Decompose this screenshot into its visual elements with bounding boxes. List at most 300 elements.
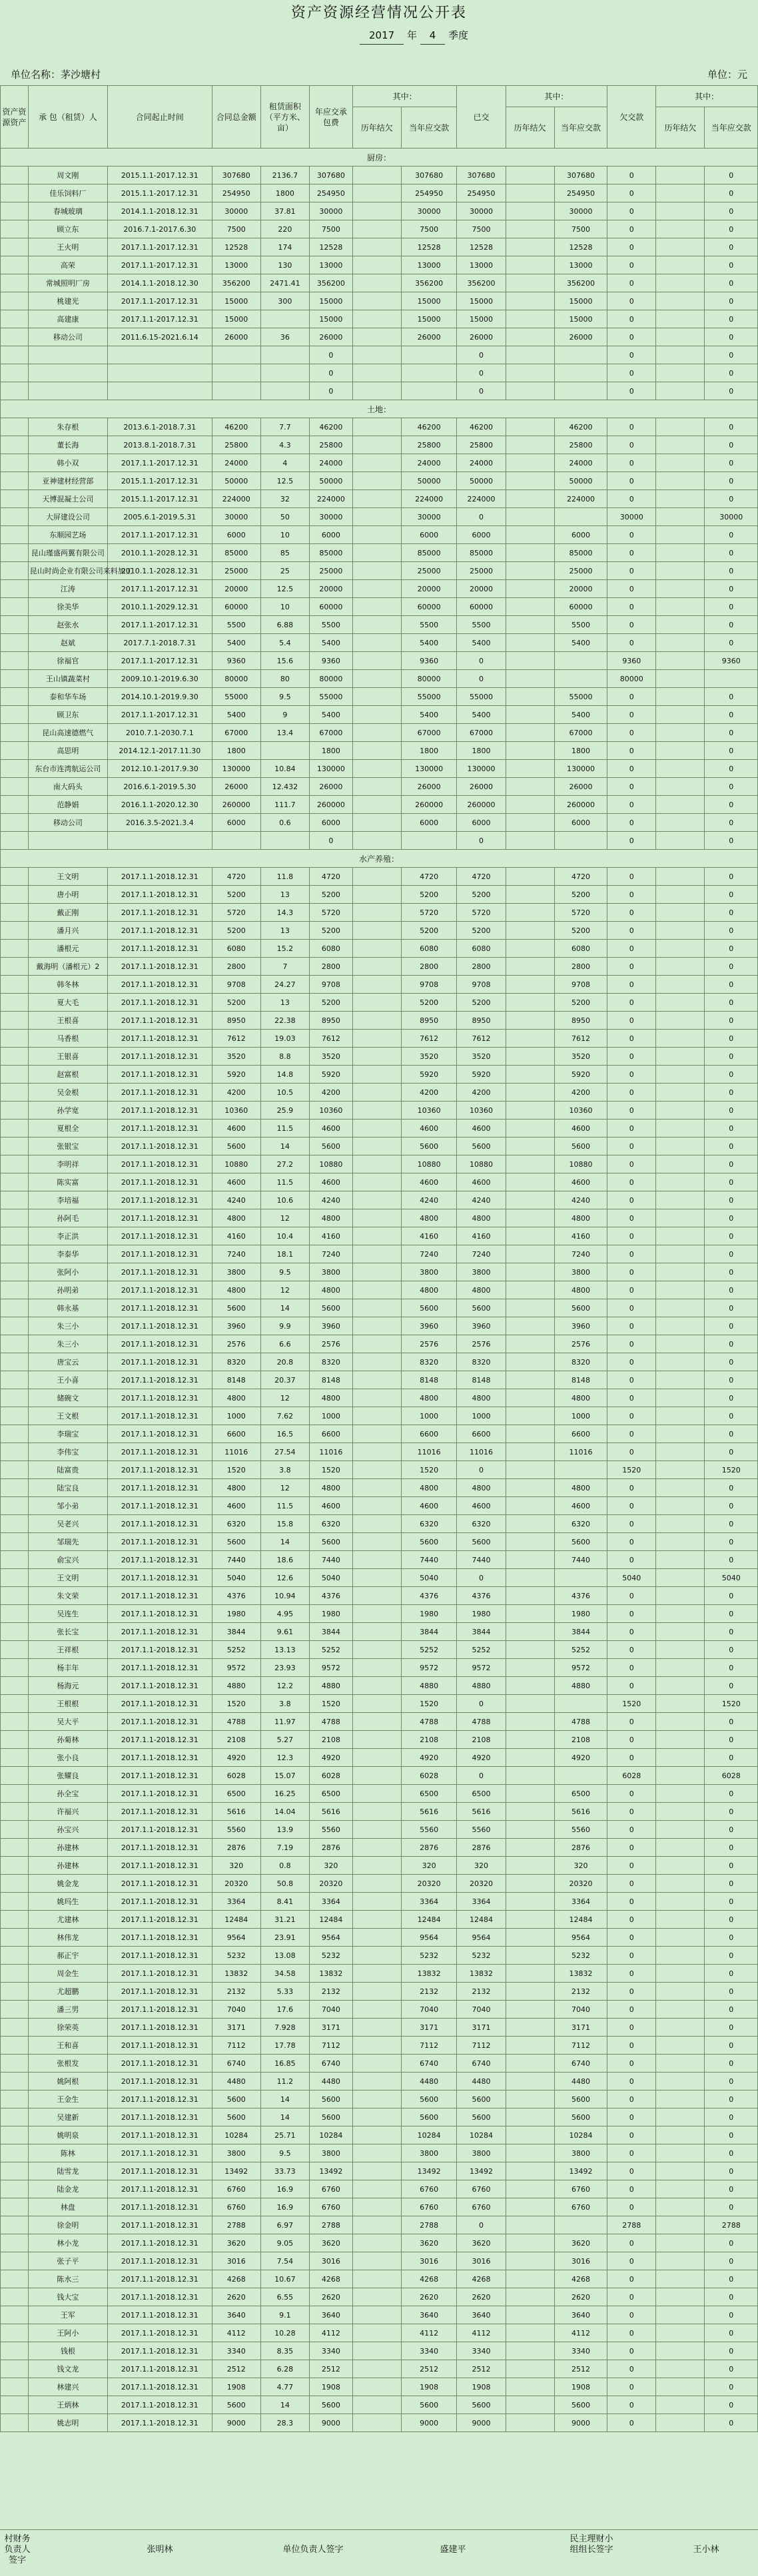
cell-a: 16.9	[260, 2198, 309, 2216]
cell-a: 6.55	[260, 2288, 309, 2306]
cell-cu: 5616	[401, 1803, 457, 1821]
cell-pd: 224000	[457, 490, 506, 508]
cell-ph	[506, 688, 554, 706]
cell-pc: 4800	[554, 1281, 607, 1299]
cell-d: 7240	[309, 1245, 352, 1263]
cell-pc: 5400	[554, 634, 607, 652]
cell-a: 11.8	[260, 868, 309, 886]
cell-t: 3016	[212, 2252, 260, 2270]
asset-cell	[1, 1155, 29, 1173]
table-row	[1, 1137, 758, 1155]
cell-cu: 5600	[401, 2091, 457, 2108]
cell-oc: 0	[705, 1048, 758, 1066]
cell-a: 12.6	[260, 1569, 309, 1587]
cell-h	[352, 1120, 401, 1137]
table-row	[1, 274, 758, 292]
cell-ph	[506, 1587, 554, 1605]
cell-d: 5600	[309, 2396, 352, 2414]
cell-p: 2017.1.1-2018.12.31	[107, 2162, 212, 2180]
cell-ph	[506, 2342, 554, 2360]
cell-t: 4920	[212, 1749, 260, 1767]
cell-o: 0	[607, 1173, 656, 1191]
cell-d: 9360	[309, 652, 352, 670]
asset-cell	[1, 1497, 29, 1515]
cell-a: 11.2	[260, 2073, 309, 2091]
cell-pd: 4480	[457, 2073, 506, 2091]
cell-t: 8148	[212, 1371, 260, 1389]
cell-pc: 5200	[554, 886, 607, 904]
cell-a: 10.6	[260, 1191, 309, 1209]
cell-h	[352, 2108, 401, 2126]
cell-o: 0	[607, 346, 656, 364]
cell-o: 0	[607, 1155, 656, 1173]
cell-o: 80000	[607, 670, 656, 688]
cell-t: 6028	[212, 1767, 260, 1785]
cell-a: 5.4	[260, 634, 309, 652]
header-curr-paid: 当年应交款	[554, 107, 607, 149]
table-row	[1, 2144, 758, 2162]
cell-t: 320	[212, 1857, 260, 1875]
cell-oh	[656, 1569, 705, 1587]
cell-a: 220	[260, 220, 309, 238]
cell-pd: 3800	[457, 2144, 506, 2162]
cell-d: 1800	[309, 742, 352, 760]
cell-t: 4376	[212, 1587, 260, 1605]
cell-d: 4800	[309, 1209, 352, 1227]
cell-oh	[656, 724, 705, 742]
asset-cell	[1, 1299, 29, 1317]
cell-ph	[506, 310, 554, 328]
cell-oh	[656, 328, 705, 346]
cell-a: 11.5	[260, 1120, 309, 1137]
cell-pc: 5720	[554, 904, 607, 922]
cell-oh	[656, 508, 705, 526]
cell-d: 4800	[309, 1389, 352, 1407]
cell-cu: 4200	[401, 1084, 457, 1102]
cell-ph	[506, 580, 554, 598]
cell-t: 6320	[212, 1515, 260, 1533]
table-row	[1, 1857, 758, 1875]
cell-h	[352, 472, 401, 490]
cell-ph	[506, 1317, 554, 1335]
cell-oc: 0	[705, 1821, 758, 1839]
cell-ph	[506, 1821, 554, 1839]
cell-pd: 10360	[457, 1102, 506, 1120]
cell-oh	[656, 1030, 705, 1048]
unit-head-label: 单位负责人签字	[282, 2545, 344, 2555]
cell-ph	[506, 436, 554, 454]
cell-pd: 1000	[457, 1407, 506, 1425]
cell-d: 12484	[309, 1911, 352, 1929]
cell-oc: 0	[705, 274, 758, 292]
cell-oh	[656, 292, 705, 310]
asset-cell	[1, 1353, 29, 1371]
cell-d: 9564	[309, 1929, 352, 1947]
cell-pd: 2876	[457, 1839, 506, 1857]
cell-h	[352, 1929, 401, 1947]
cell-oc: 0	[705, 1263, 758, 1281]
header-paid-breakdown: 其中：	[506, 86, 607, 107]
cell-oc: 0	[705, 1120, 758, 1137]
cell-ph	[506, 886, 554, 904]
cell-t: 26000	[212, 328, 260, 346]
cell-a: 50	[260, 508, 309, 526]
cell-t: 4720	[212, 868, 260, 886]
cell-c: 王银喜	[28, 1048, 107, 1066]
cell-pd: 4800	[457, 1209, 506, 1227]
cell-h	[352, 1209, 401, 1227]
cell-o: 0	[607, 436, 656, 454]
table-row	[1, 598, 758, 616]
cell-o: 0	[607, 2073, 656, 2091]
cell-d: 6760	[309, 2198, 352, 2216]
cell-ph	[506, 1965, 554, 1983]
cell-pc: 4800	[554, 1389, 607, 1407]
cell-oh	[656, 922, 705, 940]
cell-oh	[656, 1605, 705, 1623]
cell-o: 0	[607, 1209, 656, 1227]
cell-cu: 7612	[401, 1030, 457, 1048]
cell-pd: 6500	[457, 1785, 506, 1803]
cell-h	[352, 2270, 401, 2288]
cell-pd: 50000	[457, 472, 506, 490]
cell-a: 11.97	[260, 1713, 309, 1731]
cell-pd: 0	[457, 652, 506, 670]
cell-pd: 3800	[457, 1263, 506, 1281]
cell-oh	[656, 220, 705, 238]
cell-pc: 5600	[554, 2091, 607, 2108]
cell-cu: 15000	[401, 310, 457, 328]
cell-d: 5500	[309, 616, 352, 634]
table-row	[1, 1012, 758, 1030]
cell-pd: 4268	[457, 2270, 506, 2288]
table-row	[1, 2001, 758, 2019]
cell-d: 12528	[309, 238, 352, 256]
cell-t	[212, 832, 260, 850]
cell-t: 5600	[212, 1137, 260, 1155]
cell-pc: 2876	[554, 1839, 607, 1857]
cell-p: 2017.1.1-2017.12.31	[107, 310, 212, 328]
cell-pc: 50000	[554, 472, 607, 490]
cell-p: 2017.1.1-2018.12.31	[107, 1605, 212, 1623]
cell-a: 0.8	[260, 1857, 309, 1875]
asset-cell	[1, 328, 29, 346]
cell-t: 20000	[212, 580, 260, 598]
cell-oh	[656, 1137, 705, 1155]
cell-oc: 0	[705, 2126, 758, 2144]
cell-ph	[506, 2019, 554, 2037]
table-row	[1, 1479, 758, 1497]
cell-oc: 0	[705, 2288, 758, 2306]
cell-p: 2017.1.1-2018.12.31	[107, 2144, 212, 2162]
cell-cu: 130000	[401, 760, 457, 778]
cell-t: 5600	[212, 1299, 260, 1317]
cell-t: 5400	[212, 634, 260, 652]
asset-cell	[1, 418, 29, 436]
cell-oh	[656, 1929, 705, 1947]
cell-cu: 4920	[401, 1749, 457, 1767]
cell-p: 2017.1.1-2018.12.31	[107, 1965, 212, 1983]
cell-oc: 0	[705, 1677, 758, 1695]
cell-c: 孙建林	[28, 1857, 107, 1875]
cell-o: 0	[607, 490, 656, 508]
cell-p: 2017.1.1-2018.12.31	[107, 2342, 212, 2360]
cell-cu: 5600	[401, 1137, 457, 1155]
cell-c: 郝正宇	[28, 1947, 107, 1965]
cell-h	[352, 1533, 401, 1551]
cell-t: 25000	[212, 562, 260, 580]
cell-t: 7040	[212, 2001, 260, 2019]
cell-c: 王金生	[28, 2091, 107, 2108]
asset-cell	[1, 2180, 29, 2198]
cell-o: 0	[607, 1731, 656, 1749]
cell-d: 10284	[309, 2126, 352, 2144]
cell-o: 9360	[607, 652, 656, 670]
cell-oh	[656, 2216, 705, 2234]
cell-d: 7040	[309, 2001, 352, 2019]
asset-cell	[1, 2414, 29, 2432]
cell-p: 2017.1.1-2018.12.31	[107, 2091, 212, 2108]
cell-a: 4	[260, 454, 309, 472]
cell-o: 0	[607, 1102, 656, 1120]
cell-oc: 0	[705, 1299, 758, 1317]
cell-o: 0	[607, 580, 656, 598]
cell-oh	[656, 2019, 705, 2037]
cell-a: 50.8	[260, 1875, 309, 1893]
cell-h	[352, 886, 401, 904]
cell-c: 李伟宝	[28, 1443, 107, 1461]
cell-pc: 13000	[554, 256, 607, 274]
cell-pd: 5400	[457, 634, 506, 652]
cell-d: 320	[309, 1857, 352, 1875]
cell-o: 0	[607, 310, 656, 328]
cell-pc: 25800	[554, 436, 607, 454]
cell-cu: 10284	[401, 2126, 457, 2144]
cell-o: 0	[607, 220, 656, 238]
table-row	[1, 1677, 758, 1695]
cell-ph	[506, 238, 554, 256]
table-row	[1, 940, 758, 958]
asset-cell	[1, 220, 29, 238]
cell-cu	[401, 832, 457, 850]
cell-p: 2010.1.1-2029.12.31	[107, 598, 212, 616]
cell-h	[352, 1407, 401, 1425]
cell-d: 6320	[309, 1515, 352, 1533]
cell-cu: 3171	[401, 2019, 457, 2037]
cell-c: 移动公司	[28, 814, 107, 832]
cell-pc: 5252	[554, 1641, 607, 1659]
header-curr-owed: 当年应交款	[705, 107, 758, 149]
cell-c: 江涛	[28, 580, 107, 598]
cell-c: 杨丰年	[28, 1659, 107, 1677]
cell-pc: 6760	[554, 2198, 607, 2216]
cell-o: 0	[607, 1335, 656, 1353]
cell-o: 0	[607, 1353, 656, 1371]
cell-pd: 4600	[457, 1120, 506, 1137]
cell-t: 7612	[212, 1030, 260, 1048]
asset-cell	[1, 490, 29, 508]
cell-t: 7500	[212, 220, 260, 238]
cell-ph	[506, 1209, 554, 1227]
cell-a: 10	[260, 526, 309, 544]
cell-ph	[506, 526, 554, 544]
cell-a: 6.88	[260, 616, 309, 634]
cell-o: 0	[607, 634, 656, 652]
cell-oh	[656, 1371, 705, 1389]
cell-pd: 5920	[457, 1066, 506, 1084]
cell-a: 17.78	[260, 2037, 309, 2055]
cell-cu: 9572	[401, 1659, 457, 1677]
cell-oc: 0	[705, 814, 758, 832]
table-row	[1, 1299, 758, 1317]
cell-pc: 4200	[554, 1084, 607, 1102]
cell-a: 15.8	[260, 1515, 309, 1533]
header-owed-breakdown: 其中：	[656, 86, 758, 107]
cell-h	[352, 1371, 401, 1389]
cell-pc: 2108	[554, 1731, 607, 1749]
cell-pd: 7112	[457, 2037, 506, 2055]
cell-cu: 260000	[401, 796, 457, 814]
cell-a: 9.5	[260, 2144, 309, 2162]
currency-unit: 单位：元	[707, 69, 747, 81]
asset-cell	[1, 292, 29, 310]
cell-cu: 5560	[401, 1821, 457, 1839]
cell-c: 天博混凝土公司	[28, 490, 107, 508]
cell-pd: 4600	[457, 1173, 506, 1191]
cell-cu: 8950	[401, 1012, 457, 1030]
header-asset: 资产资源资产	[1, 86, 29, 149]
table-row	[1, 1605, 758, 1623]
cell-d: 5600	[309, 1299, 352, 1317]
cell-ph	[506, 1911, 554, 1929]
cell-h	[352, 1803, 401, 1821]
cell-o: 0	[607, 1785, 656, 1803]
table-row	[1, 814, 758, 832]
asset-cell	[1, 274, 29, 292]
asset-cell	[1, 1173, 29, 1191]
cell-t: 13000	[212, 256, 260, 274]
cell-t: 2108	[212, 1731, 260, 1749]
asset-cell	[1, 1479, 29, 1497]
table-row	[1, 1569, 758, 1587]
cell-cu: 3016	[401, 2252, 457, 2270]
table-row	[1, 2162, 758, 2180]
cell-ph	[506, 1839, 554, 1857]
cell-oh	[656, 2126, 705, 2144]
cell-o: 0	[607, 2288, 656, 2306]
cell-oc: 0	[705, 2396, 758, 2414]
cell-p: 2017.1.1-2018.12.31	[107, 1353, 212, 1371]
cell-d: 4788	[309, 1713, 352, 1731]
cell-h	[352, 706, 401, 724]
cell-t: 4268	[212, 2270, 260, 2288]
cell-d: 13832	[309, 1965, 352, 1983]
cell-cu: 9708	[401, 976, 457, 994]
cell-oc: 0	[705, 220, 758, 238]
cell-o: 0	[607, 2234, 656, 2252]
cell-o: 0	[607, 1893, 656, 1911]
cell-d: 25000	[309, 562, 352, 580]
cell-t: 1520	[212, 1695, 260, 1713]
cell-cu: 25800	[401, 436, 457, 454]
cell-t: 9000	[212, 2414, 260, 2432]
cell-ph	[506, 166, 554, 184]
cell-p: 2017.1.1-2018.12.31	[107, 1407, 212, 1425]
cell-oc: 0	[705, 1030, 758, 1048]
cell-t: 2132	[212, 1983, 260, 2001]
cell-h	[352, 364, 401, 382]
cell-oc: 6028	[705, 1767, 758, 1785]
cell-cu: 1908	[401, 2378, 457, 2396]
cell-pc: 8320	[554, 1353, 607, 1371]
table-row	[1, 166, 758, 184]
cell-t: 356200	[212, 274, 260, 292]
cell-oh	[656, 1749, 705, 1767]
cell-o: 0	[607, 1048, 656, 1066]
cell-cu: 60000	[401, 598, 457, 616]
cell-p: 2017.1.1-2018.12.31	[107, 1821, 212, 1839]
table-row	[1, 2270, 758, 2288]
table-row	[1, 2091, 758, 2108]
cell-ph	[506, 1929, 554, 1947]
cell-pc: 3620	[554, 2234, 607, 2252]
cell-oc: 0	[705, 2198, 758, 2216]
cell-c: 张小良	[28, 1749, 107, 1767]
cell-pd: 5600	[457, 1533, 506, 1551]
asset-cell	[1, 1335, 29, 1353]
cell-h	[352, 1641, 401, 1659]
cell-a: 13	[260, 994, 309, 1012]
cell-oh	[656, 670, 705, 688]
cell-d: 50000	[309, 472, 352, 490]
cell-oh	[656, 1515, 705, 1533]
cell-d: 9572	[309, 1659, 352, 1677]
cell-oc: 0	[705, 454, 758, 472]
cell-oh	[656, 580, 705, 598]
cell-ph	[506, 1461, 554, 1479]
cell-oh	[656, 1173, 705, 1191]
cell-pd: 9564	[457, 1929, 506, 1947]
cell-o: 0	[607, 976, 656, 994]
cell-h	[352, 1335, 401, 1353]
cell-c: 南大码头	[28, 778, 107, 796]
cell-d: 5252	[309, 1641, 352, 1659]
cell-c: 张耀良	[28, 1767, 107, 1785]
cell-oc: 0	[705, 1857, 758, 1875]
cell-c: 姚玛生	[28, 1893, 107, 1911]
cell-oc: 0	[705, 760, 758, 778]
cell-ph	[506, 490, 554, 508]
cell-o: 0	[607, 2396, 656, 2414]
cell-ph	[506, 2037, 554, 2055]
cell-cu: 1980	[401, 1605, 457, 1623]
cell-o: 5040	[607, 1569, 656, 1587]
cell-ph	[506, 2055, 554, 2073]
cell-cu: 307680	[401, 166, 457, 184]
cell-c: 姚金龙	[28, 1875, 107, 1893]
cell-pc: 3640	[554, 2306, 607, 2324]
cell-oh	[656, 310, 705, 328]
table-row	[1, 2198, 758, 2216]
cell-d: 7440	[309, 1551, 352, 1569]
table-row	[1, 760, 758, 778]
cell-oh	[656, 1461, 705, 1479]
cell-pd: 0	[457, 364, 506, 382]
cell-h	[352, 1911, 401, 1929]
cell-d: 6760	[309, 2180, 352, 2198]
cell-a: 4.95	[260, 1605, 309, 1623]
cell-p: 2017.1.1-2018.12.31	[107, 904, 212, 922]
